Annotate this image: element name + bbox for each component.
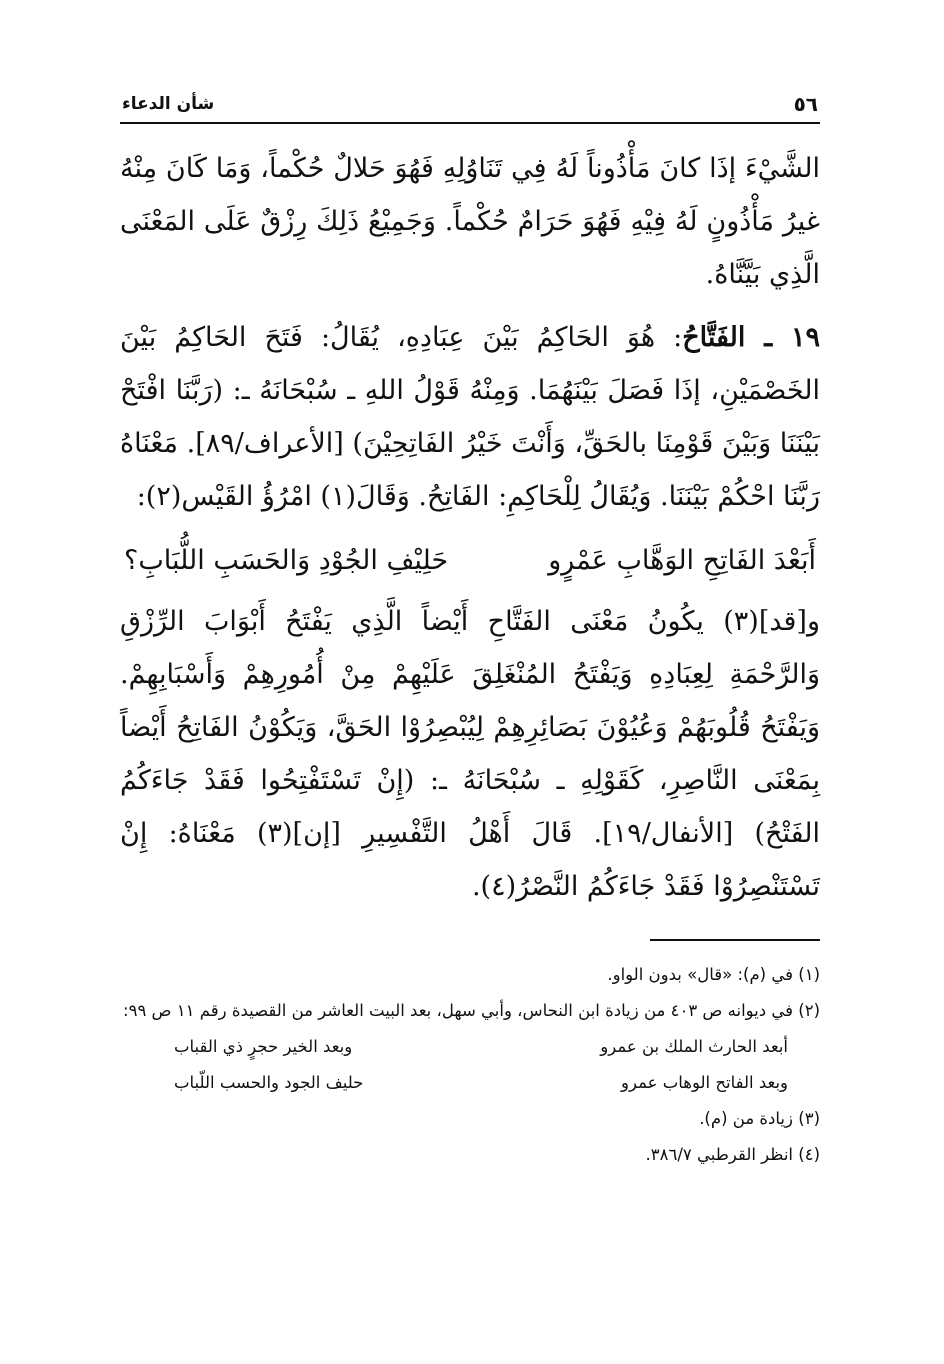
footnote-separator [650, 939, 820, 941]
paragraph-1: الشَّيْءَ إذَا كانَ مَأْذُوناً لَهُ فِي تَنَاوُلِهِ فَهُوَ حَلالٌ حُكْماً، وَمَا كَانَ مِنْهُ غيرُ مَأْذُونٍ لَهُ فِيْهِ فَهُوَ حَرَامٌ حُكْماً. وَجَمِيْعُ ذَلِكَ رِزْقٌ عَلَى المَعْنَى الَّذِي بَيَّنَّاهُ. [120, 153, 820, 290]
footnote-verse-1-second: وبعد الخير حجرٍ ذي القباب [174, 1037, 353, 1056]
paragraph-2-text: : هُوَ الحَاكِمُ بَيْنَ عِبَادِهِ، يُقَالُ: فَتَحَ الحَاكِمُ بَيْنَ الخَصْمَيْنِ، إذَا فَصَلَ بَيْنَهُمَا. وَمِنْهُ قَوْلُ اللهِ ـ سُبْحَانَهُ ـ: (رَبَّنَا افْتَحْ بَيْنَنَا وَبَيْنَ قَوْمِنَا بالحَقِّ، وَأَنْتَ خَيْرُ الفَاتِحِيْنَ) [الأعراف/٨٩]. مَعْنَاهُ رَبَّنَا احْكُمْ بَيْنَنَا. وَيُقَالُ لِلْحَاكِمِ: الفَاتِحُ. وَقَالَ(١) امْرُؤُ القَيْس(٢): [120, 322, 820, 512]
footnote-verse-2-second: حليف الجود والحسب اللّباب [174, 1073, 364, 1092]
footnote-verse-2-first: وبعد الفاتح الوهاب عمرو [621, 1073, 788, 1092]
footnote-verse-1 [120, 1029, 820, 1065]
footnote-verse-2 [120, 1065, 820, 1101]
footnote-verse-1-first: أبعد الحارث الملك بن عمرو [600, 1037, 788, 1056]
footnote-1: (١) في (م): «قال» بدون الواو. [607, 965, 820, 984]
running-head [120, 88, 820, 124]
verse-second-hemistich: حَلِيْفِ الجُوْدِ وَالحَسَبِ اللُّبَابِ؟ [124, 545, 449, 576]
footnote-2: (٢) في ديوانه ص ٤٠٣ من زيادة ابن النحاس، وأبي سهل، بعد البيت العاشر من القصيدة رقم ١١ ص ٩٩: [123, 1001, 820, 1020]
paragraph-3: و[قد](٣) يكُونُ مَعْنَى الفَتَّاحِ أَيْضاً الَّذِي يَفْتَحُ أَبْوَابَ الرِّزْقِ وَالرَّحْمَةِ لِعِبَادِهِ وَيَفْتَحُ المُنْغَلِقَ عَلَيْهِمْ مِنْ أُمُورِهِمْ وَأَسْبَابِهِمْ. وَيَفْتَحُ قُلُوبَهُمْ وَعُيُوْنَ بَصَائِرِهِمْ لِيُبْصِرُوْا الحَقَّ، وَيَكُوْنُ الفَاتِحُ أَيْضاً بِمَعْنَى النَّاصِرِ، كَقَوْلِهِ ـ سُبْحَانَهُ ـ: (إِنْ تَسْتَفْتِحُوا فَقَدْ جَاءَكُمُ الفَتْحُ) [الأنفال/١٩]. قَالَ أَهْلُ التَّفْسِيرِ [إن](٣) مَعْنَاهُ: إِنْ تَسْتَنْصِرُوْا فَقَدْ جَاءَكُمُ النَّصْرُ(٤). [120, 606, 820, 902]
verse-first-hemistich: أَبَعْدَ الفَاتِحِ الوَهَّابِ عَمْرٍو [548, 545, 816, 576]
paragraph-2 [120, 311, 820, 523]
entry-heading: ١٩ ـ الفَتَّاحُ [682, 322, 820, 353]
page-number: ٥٦ [793, 92, 818, 116]
book-page [120, 88, 820, 1328]
footnote-4: (٤) انظر القرطبي ٣٨٦/٧. [645, 1145, 820, 1164]
footnote-3: (٣) زيادة من (م). [699, 1109, 820, 1128]
verse [120, 535, 820, 587]
book-title: شأن الدعاء [122, 94, 215, 114]
footnotes [120, 957, 820, 1173]
main-text [120, 142, 820, 913]
